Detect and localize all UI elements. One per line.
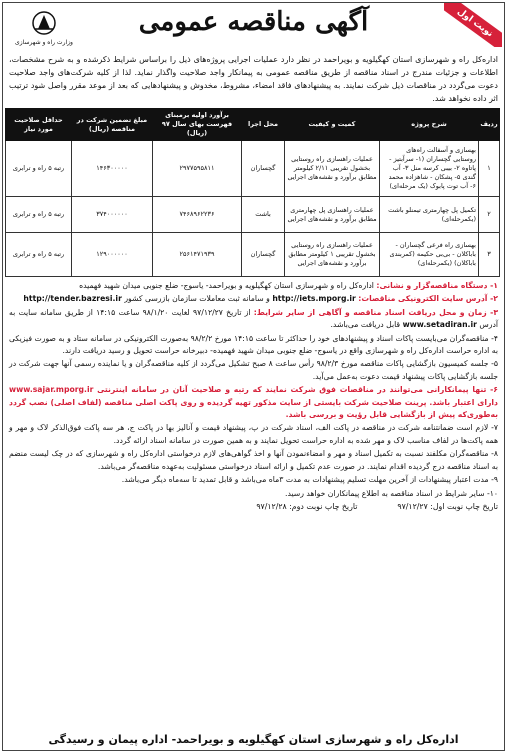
ministry-logo-text: وزارت راه و شهرسازی [15,39,73,46]
item-label: ۳- زمان و محل دریافت اسناد مناقصه و آگاهی از سایر شرایط: [253,307,499,317]
cell-guarantee: ۳۷۴۰۰۰۰۰۰ [72,197,153,233]
cell-grade: رتبه ۵ راه و ترابری [6,197,72,233]
list-item [9,293,498,305]
cell-guarantee: ۱۴۶۳۰۰۰۰۰ [72,141,153,197]
col-header-row-number: ردیف [479,109,500,141]
cell-quantity: عملیات راهسازی راه روستایی بخشول تقریبی ۱ کیلومتر مطابق برآورد و نقشه‌های اجرایی [285,233,380,277]
cell-quantity: عملیات راهسازی راه روستایی بخشول تقریبی ۲/۱۱ کیلومتر مطابق برآورد و نقشه‌های اجرایی [285,141,380,197]
cell-location: گچساران [242,141,285,197]
cell-location: گچساران [242,233,285,277]
cell-row-number: ۲ [479,197,500,233]
cell-grade: رتبه ۵ راه و ترابری [6,233,72,277]
item-text: ۶- تنها پیمانکارانی می‌توانند در مناقصات فوق شرکت نمایند که رتبه و صلاحیت آنان در سامانه اینترنتی [97,385,498,395]
list-item: ۹- مدت اعتبار پیشنهادات از آخرین مهلت تسلیم پیشنهادات به مدت ۳ماه می‌باشد و قابل تمدید تا سه‌ماه دیگر می‌باشد. [121,475,498,485]
notice-header [3,3,504,53]
list-item [9,384,498,421]
cell-project: بهسازی راه فرعی گچساران - باباکلان - بی‌بی حکیمه (کمربندی باباکلان) (یکمرحله‌ای) [380,233,479,277]
issuer-footer: اداره‌کل راه و شهرسازی استان کهگیلویه و بویراحمد- اداره پیمان و رسیدگی [48,733,459,746]
tender-notice-page [2,2,505,751]
item-text: اداره‌کل راه و شهرسازی استان کهگیلویه و بویراحمد- یاسوج- ضلع جنوبی میدان شهید فهمیده [79,281,374,290]
list-item [9,307,498,332]
item-text: دارای اعتبار باشد. پرینت صلاحیت شرکت بایستی از سایت مذکور تهیه گردیده و روی پاکت اصلی مناقصه (لفاف اصلی) نصب گردد به‌طوری‌که پیش از بازگشایی قابل رؤیت و بررسی باشد. [9,397,498,420]
item-label: ۲- آدرس سایت الکترونیکی مناقصات: [358,294,498,304]
tender-site-link[interactable]: http://iets.mporg.ir [272,294,356,304]
item-text: قابل دریافت می‌باشد. [330,320,401,330]
list-item: ۴- مناقصه‌گران می‌بایست پاکات اسناد و پیشنهادهای خود را حداکثر تا ساعت ۱۴:۱۵ مورخ ۹۸/۲/۲ به‌صورت الکترونیکی در سامانه ستاد و به صورت فیزیکی به اداره حراست اداره‌کل راه و شهرسازی واقع در یاسوج- ضلع جنوبی میدان شهید فهمیده- دبیرخانه حراست تحویل و رسید دریافت دارند. [9,333,498,356]
sajar-site-link[interactable]: www.sajar.mporg.ir [9,385,94,395]
table-row [6,141,500,197]
col-header-estimate: برآورد اولیه برمبنای فهرست بهای سال ۹۷ (ریال) [153,109,242,141]
list-item: ۵- جلسه کمیسیون بازگشایی پاکات مناقصه مورخ ۹۸/۲/۳ رأس ساعت ۸ صبح تشکیل می‌گردد از کلیه مناقصه‌گران و یا نماینده رسمی آنها جهت شرکت در جلسه بازگشایی پاکات پیشنهاد قیمت دعوت به‌عمل می‌آید. [9,359,499,381]
cell-estimate: ۷۴۶۸۹۶۲۲۳۶ [153,197,242,233]
item-text: و سامانه ثبت معاملات سازمان بازرسی کشور [124,294,270,304]
inspection-site-link[interactable]: http://tender.bazresi.ir [23,294,122,304]
cell-location: باشت [242,197,285,233]
intro-paragraph: اداره‌کل راه و شهرسازی استان کهگیلویه و بویراحمد در نظر دارد عملیات اجرایی پروژه‌های ذیل را براساس شرایط ذکرشده و به شرح مشخصات، اطلاعات و جزئیات مندرج در اسناد مناقصه از طریق مناقصه عمومی به پیمانکار واجد صلاحیت واگذار نماید. لذا از کلیه شرکت‌های واجد صلاحیت دعوت می‌گردد در مناقصات ذیل شرکت نمایند. به پیشنهادهای فاقد امضاء، مشروط، مخدوش و پیشنهادهایی که بعد از موعد مقرر واصل شود ترتیب اثر داده نخواهد شد. [9,55,498,103]
cell-row-number: ۱ [479,141,500,197]
list-item [9,280,498,292]
item-label: ۱- دستگاه مناقصه‌گزار و نشانی: [376,281,498,290]
cell-project: بهسازی و آسفالت راه‌های روستایی گچساران (۱- سرآبتیز - پاتاوه ۲- بیبی کرسه منل ۳- آب گندی ۵- پشکان - شاهزاده محمد ۶- آب توت پابوک (یک مرحله‌ای) [380,141,479,197]
setad-site-link[interactable]: www.setadiran.ir [402,320,477,330]
ministry-emblem-icon [9,9,79,39]
col-header-quantity: کمیت و کیفیت [285,109,380,141]
col-header-grade: حداقل صلاحیت مورد نیاز [6,109,72,141]
cell-grade: رتبه ۵ راه و ترابری [6,141,72,197]
print-dates [9,502,498,511]
table-header-row [6,109,500,141]
list-item: ۸- مناقصه‌گران مکلفند نسبت به تکمیل اسناد و مهر و امضاءنمودن آنها و اخذ گواهی‌های لازم درخواستی اداره‌کل راه و شهرسازی که در چک لیست منضم به اسناد مناقصه درج گردیده اقدام نمایند. در صورت عدم تکمیل و ارائه اسناد درخواستی مسئولیت به‌عهده مناقصه‌گر می‌باشد. [9,449,498,471]
table-row [6,233,500,277]
projects-table [5,108,500,277]
col-header-guarantee: مبلغ تضمین شرکت در مناقصه (ریال) [72,109,153,141]
notice-title: آگهی مناقصه عمومی [138,7,369,37]
cell-guarantee: ۱۲۹۰۰۰۰۰۰ [72,233,153,277]
cell-quantity: عملیات راهسازی پل چهارمتری مطابق برآورد و نقشه‌های اجرایی [285,197,380,233]
list-item: ۱۰- سایر شرایط در اسناد مناقصه به اطلاع پیمانکاران خواهد رسید. [285,488,498,498]
table-row [6,197,500,233]
conditions-list [9,280,498,500]
cell-estimate: ۲۵۶۱۴۷۱۹۳۹ [153,233,242,277]
col-header-location: محل اجرا [242,109,285,141]
cell-estimate: ۲۹۷۷۵۹۵۸۱۱ [153,141,242,197]
edition-badge-label: نوبت اول [444,3,502,47]
col-header-project: شرح پروژه [380,109,479,141]
item-text: از تاریخ ۹۷/۱۲/۲۷ لغایت ۹۸/۱/۲۰ ساعت ۱۴:۱۵ از طریق سامانه سایت به آدرس [9,307,498,330]
first-print-date: تاریخ چاپ نوبت اول: ۹۷/۱۲/۲۷ [397,501,498,511]
cell-row-number: ۳ [479,233,500,277]
cell-project: تکمیل پل چهارمتری تیمنلو باشت (یکمرحله‌ای) [380,197,479,233]
ministry-logo [9,9,79,49]
list-item: ۷- لازم است ضمانتنامه شرکت در مناقصه در پاکت الف، اسناد شرکت در پ، پیشنهاد قیمت و آنالیز بها در پاکت ج، هر سه پاکت فوق‌الذکر لاک و مهر و همه پاکت‌ها در لفاف مناسب لاک و مهر شده به اداره حراست تحویل نمایند و به همین صورت در سامانه اسناد ارائه گردد. [9,423,498,445]
second-print-date: تاریخ چاپ نوبت دوم: ۹۷/۱۲/۲۸ [256,501,358,511]
